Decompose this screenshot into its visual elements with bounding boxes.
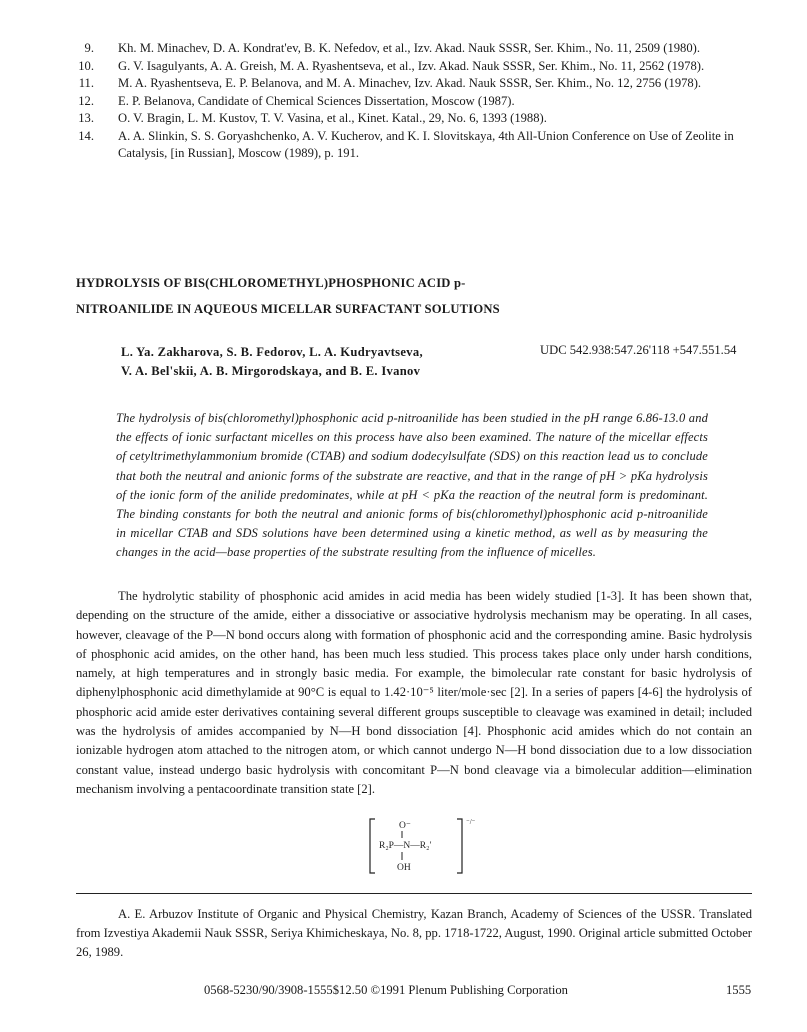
reference-number: 10. <box>78 58 94 73</box>
structure-oxygen-label: O⁻ <box>399 821 411 831</box>
reference-text: O. V. Bragin, L. M. Kustov, T. V. Vasina, et al., Kinet. Katal., 29, No. 6, 1393 (1988). <box>118 111 547 125</box>
reference-text: Kh. M. Minachev, D. A. Kondrat'ev, B. K. Nefedov, et al., Izv. Akad. Nauk SSSR, Ser. Khim., No. 11, 2509 (1980). <box>118 41 700 55</box>
right-bracket <box>457 819 462 873</box>
reference-text: G. V. Isagulyants, A. A. Greish, M. A. Ryashentseva, et al., Izv. Akad. Nauk SSSR, Ser. Khim., No. 11, 2562 (1978). <box>118 58 705 73</box>
reference-number: 11. <box>78 76 94 90</box>
structure-hydroxyl-label: OH <box>397 863 411 873</box>
structure-charge-label: ⁻/⁻ <box>466 818 476 826</box>
reference-item <box>0 40 807 58</box>
reference-text: A. A. Slinkin, S. S. Goryashchenko, A. V. Kucherov, and K. I. Slovitskaya, 4th All-Union Conference on Use of Zeolite in Catalysis, [in Russian], Moscow (1989), p. 191. <box>118 128 734 160</box>
reference-item <box>0 58 807 76</box>
chemical-structure <box>365 815 485 877</box>
page-number: 1555 <box>726 983 752 997</box>
footnote-divider <box>76 893 752 894</box>
body-paragraph: The hydrolytic stability of phosphonic acid amides in acid media has been widely studied [1-3]. It has been shown that, depending on the structure of the amide, either a dissociative or associative hydrolysis mechanism may be operating. In all cases, however, cleavage of the P—N bond occurs along with formation of phosphonic acid and the corresponding amine. Basic hydrolysis of phosphonic acid amides, on the other hand, has been much less studied. This process takes place only under harsh conditions, namely, at high temperatures and in strongly basic media. For example, the bimolecular rate constant for basic hydrolysis of diphenylphosphonic acid dimethylamide at 90°C is equal to 1.42·10⁻⁵ liter/mole·sec [2]. In a series of papers [4-6] the hydrolysis of phosphoric acid amide ester derivatives containing several different groups susceptible to cleavage was examined in detail; included was the hydrolysis of amides accompanied by N—H bond dissociation [4]. Phosphonic acid amides which do not contain an ionizable hydrogen atom attached to the nitrogen atom, or which cannot undergo N—H bond dissociation due to a low dissociation constant value, instead undergo basic hydrolysis with concomitant P—N bond cleavage via a bimolecular addition—elimination mechanism involving a pentacoordinate transition state [2]. <box>76 589 752 796</box>
reference-item <box>0 128 807 163</box>
reference-number: 9. <box>84 41 94 55</box>
reference-text: M. A. Ryashentseva, E. P. Belanova, and M. A. Minachev, Izv. Akad. Nauk SSSR, Ser. Khim., No. 12, 2756 (1978). <box>118 76 702 90</box>
reference-item <box>0 93 807 111</box>
article-title-line-2: NITROANILIDE IN AQUEOUS MICELLAR SURFACTANT SOLUTIONS <box>76 302 500 316</box>
article-title-line-1: HYDROLYSIS OF BIS(CHLOROMETHYL)PHOSPHONIC ACID p- <box>76 276 466 290</box>
reference-item <box>0 110 807 128</box>
reference-number: 14. <box>78 128 94 143</box>
imprint-line: 0568-5230/90/3908-1555$12.50 ©1991 Plenum Publishing Corporation <box>204 983 568 997</box>
affiliation-note: A. E. Arbuzov Institute of Organic and Physical Chemistry, Kazan Branch, Academy of Sciences of the USSR. Translated from Izvestiya Akademii Nauk SSSR, Seriya Khimicheskaya, No. 8, pp. 1718-1722, August, 1990. Original article submitted October 26, 1989. <box>76 907 752 959</box>
left-bracket <box>370 819 375 873</box>
authors-line-1: L. Ya. Zakharova, S. B. Fedorov, L. A. Kudryavtseva, <box>121 345 423 359</box>
reference-text: E. P. Belanova, Candidate of Chemical Sciences Dissertation, Moscow (1987). <box>118 93 515 108</box>
reference-item <box>0 75 807 93</box>
reference-number: 13. <box>78 111 94 125</box>
author-list <box>121 343 423 381</box>
abstract: The hydrolysis of bis(chloromethyl)phosphonic acid p-nitroanilide has been studied in the pH range 6.86-13.0 and the effects of ionic surfactant micelles on this process have also been examined. The nature of the micellar effects of cetyltrimethylammonium bromide (CTAB) and sodium dodecylsulfate (SDS) on this reaction lead us to conclude that both the neutral and anionic forms of the substrate are reactive, and that in the range of pH > pKa hydrolysis of the ionic form of the anilide predominates, while at pH < pKa the reaction of the neutral form is predominant. The binding constants for both the neutral and anionic forms of bis(chloromethyl)phosphonic acid p-nitroanilide in micellar CTAB and SDS solutions have been determined using a kinetic method, as well as by measuring the changes in the acid—base properties of the substrate resulting from the influence of micelles. <box>116 411 708 560</box>
reference-list <box>0 40 807 163</box>
udc-code: UDC 542.938:547.26'118 +547.551.54 <box>540 343 737 357</box>
reference-number: 12. <box>78 93 94 108</box>
structure-backbone-label: R₂P—N—R₂′ <box>379 841 432 851</box>
authors-line-2: V. A. Bel'skii, A. B. Mirgorodskaya, and B. E. Ivanov <box>121 364 421 378</box>
